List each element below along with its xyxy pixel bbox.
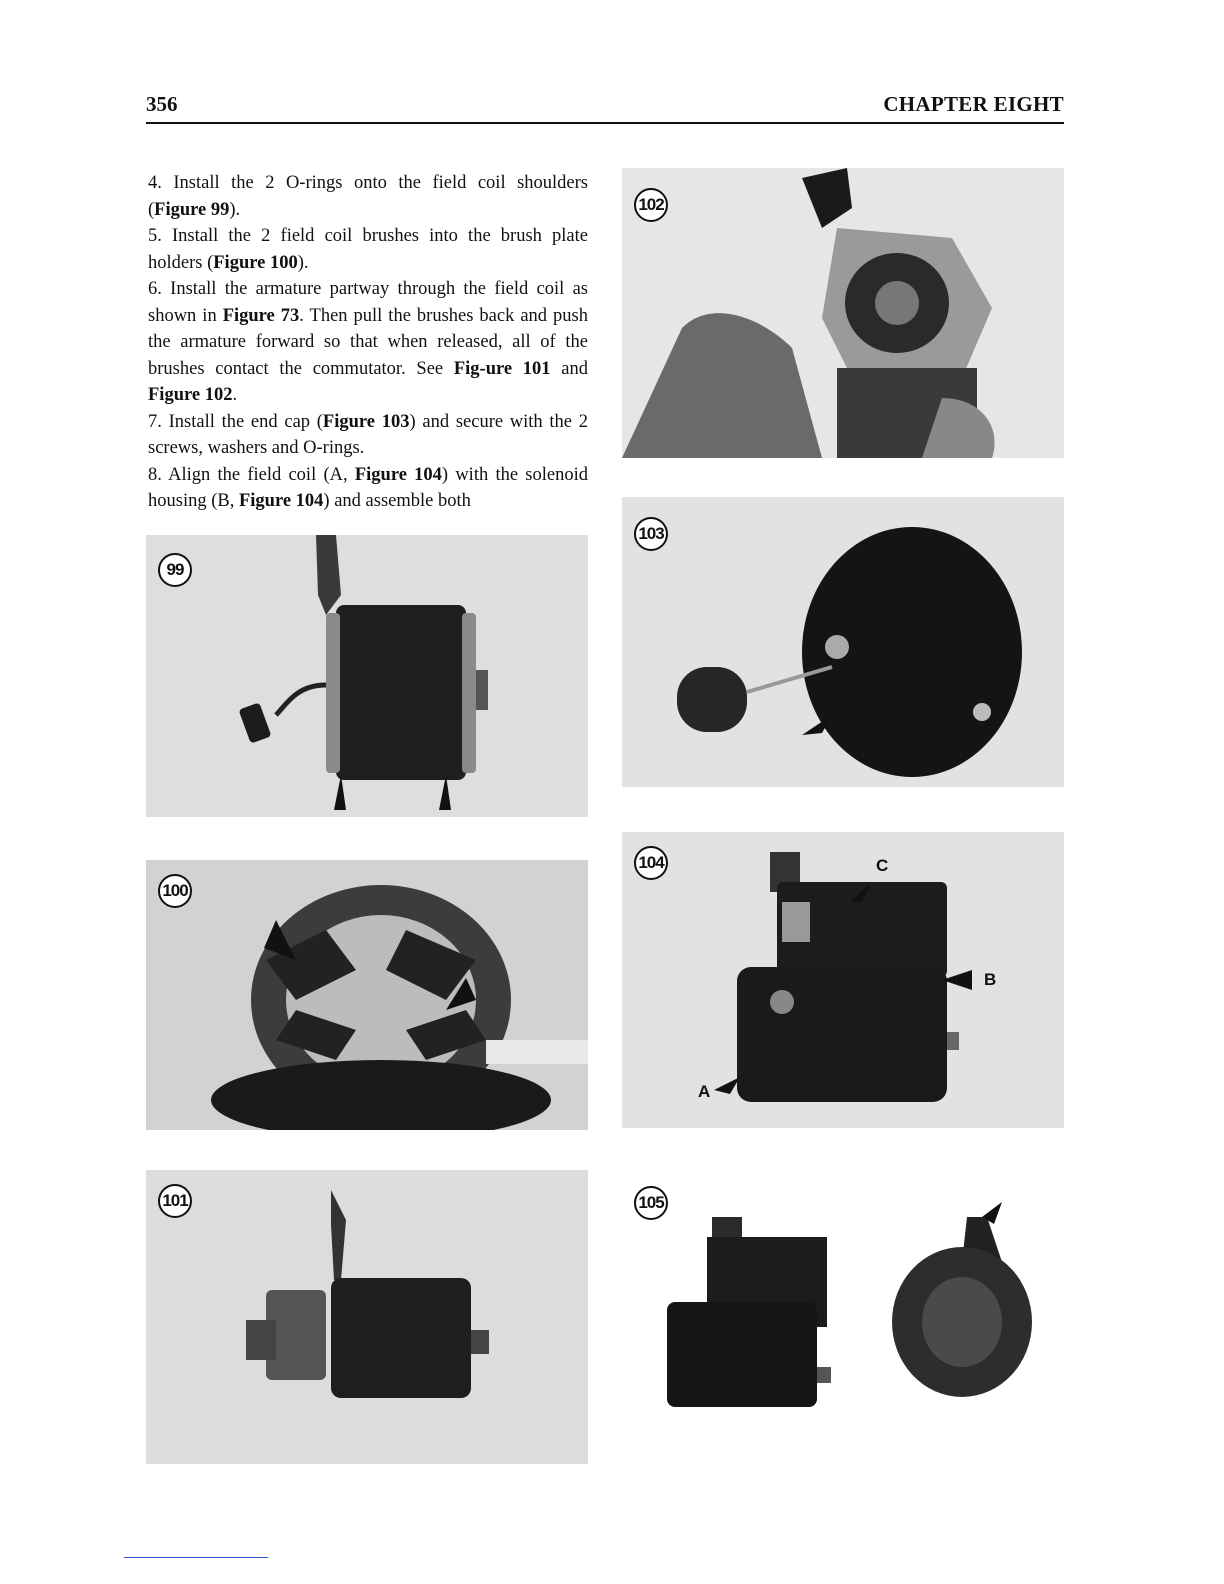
figure-number-99: 99: [158, 553, 192, 587]
figure-104-photo: [622, 832, 1064, 1128]
step-6: 6. Install the armature partway through the field coil as shown in Figure 73. Then pull the brushes back and push the armature forward so that when released, all of the brushes contact the commutator. See Fig-ure 101 and Figure 102.: [148, 279, 588, 405]
figure-number-101: 101: [158, 1184, 192, 1218]
figure-number-103: 103: [634, 517, 668, 551]
page-number: 356: [146, 92, 178, 116]
header-rule: [146, 122, 1064, 124]
figure-100-photo: [146, 860, 588, 1130]
figure-103-photo: [622, 497, 1064, 787]
figure-101-photo: [146, 1170, 588, 1464]
figure-99-photo: [146, 535, 588, 817]
chapter-title: CHAPTER EIGHT: [883, 92, 1064, 116]
callout-c: C: [876, 856, 889, 875]
figure-number-104: 104: [634, 846, 668, 880]
figure-number-105: 105: [634, 1186, 668, 1220]
footer-rule: [124, 1557, 268, 1558]
callout-a: A: [698, 1082, 711, 1101]
callout-b: B: [984, 970, 997, 989]
step-4: 4. Install the 2 O-rings onto the field coil shoulders (Figure 99).: [148, 173, 588, 220]
step-7: 7. Install the end cap (Figure 103) and secure with the 2 screws, washers and O-rings.: [148, 411, 588, 458]
step-5: 5. Install the 2 field coil brushes into the brush plate holders (Figure 100).: [148, 226, 588, 273]
instruction-text: [148, 170, 588, 515]
figure-number-100: 100: [158, 874, 192, 908]
page-header: [146, 92, 1064, 124]
step-8: 8. Align the field coil (A, Figure 104) with the solenoid housing (B, Figure 104) and assemble both: [148, 464, 588, 511]
figure-number-102: 102: [634, 188, 668, 222]
figure-105-photo: [622, 1172, 1064, 1432]
figure-102-photo: [622, 168, 1064, 458]
